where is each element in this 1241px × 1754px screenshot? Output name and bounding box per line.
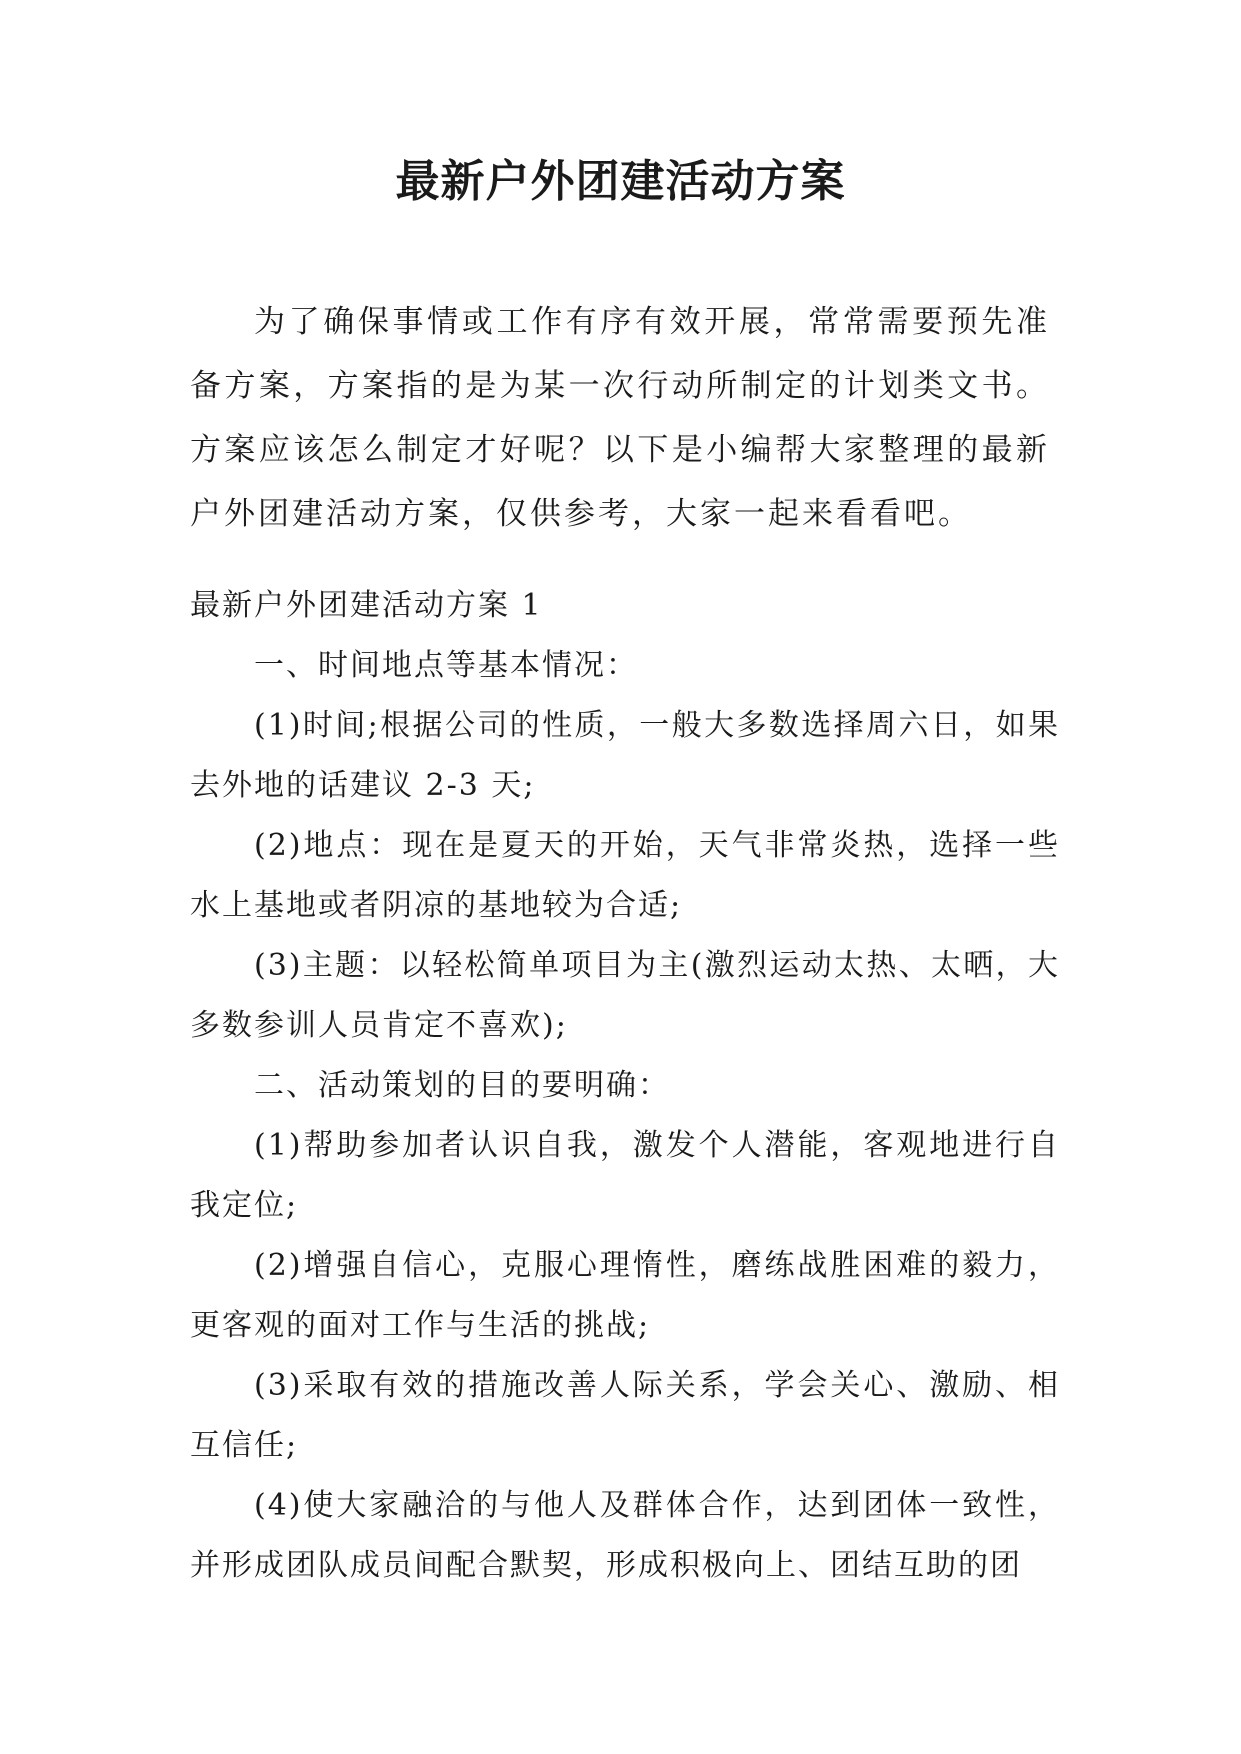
intro-paragraph: 为了确保事情或工作有序有效开展，常常需要预先准备方案，方案指的是为某一次行动所制定的计划类文书。方案应该怎么制定才好呢？以下是小编帮大家整理的最新户外团建活动方案，仅供参考，大家一起来看看吧。 xyxy=(190,304,1050,532)
paragraph-5: 二、活动策划的目的要明确： xyxy=(254,1068,670,1103)
paragraph-4: (3)主题：以轻松简单项目为主(激烈运动太热、太晒，大多数参训人员肯定不喜欢); xyxy=(190,948,1060,1043)
document-body xyxy=(190,576,1060,1596)
section-heading: 最新户外团建活动方案 1 xyxy=(190,588,543,623)
document-title: 最新户外团建活动方案 xyxy=(395,156,846,207)
paragraph-3: (2)地点：现在是夏天的开始，天气非常炎热，选择一些水上基地或者阴凉的基地较为合适; xyxy=(190,828,1060,923)
paragraph-7: (2)增强自信心，克服心理惰性，磨练战胜困难的毅力，更客观的面对工作与生活的挑战; xyxy=(190,1248,1060,1343)
paragraph-9: (4)使大家融洽的与他人及群体合作，达到团体一致性，并形成团队成员间配合默契，形成积极向上、团结互助的团 xyxy=(190,1488,1060,1583)
paragraph-1: 一、时间地点等基本情况： xyxy=(254,648,638,683)
paragraph-8: (3)采取有效的措施改善人际关系，学会关心、激励、相互信任; xyxy=(190,1368,1060,1463)
paragraph-6: (1)帮助参加者认识自我，激发个人潜能，客观地进行自我定位; xyxy=(190,1128,1060,1223)
paragraph-2: (1)时间;根据公司的性质，一般大多数选择周六日，如果去外地的话建议 2-3 天; xyxy=(190,708,1060,803)
